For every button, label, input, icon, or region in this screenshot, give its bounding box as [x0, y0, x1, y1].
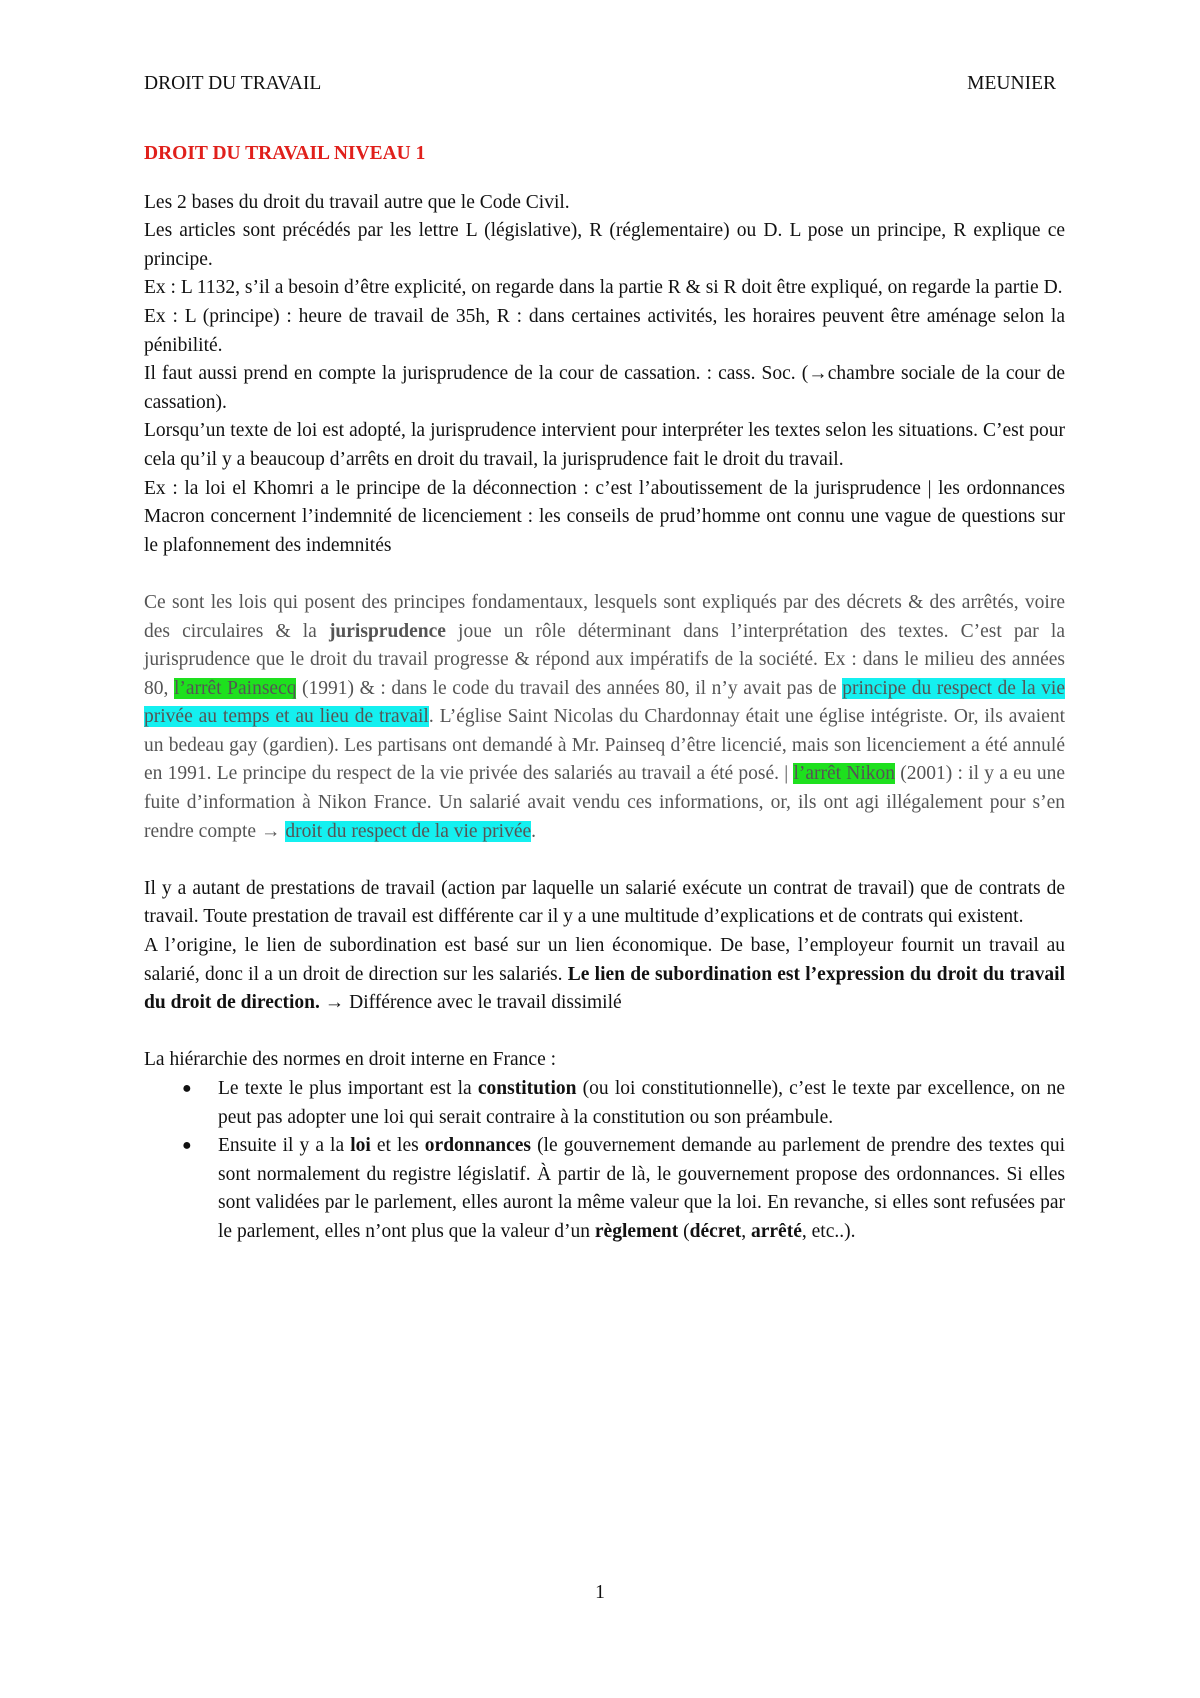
- text-run: . L’église Saint Nicolas du Chardonnay était une église intégriste. Or, ils avaient un bedeau gay (gardien). Les partisans ont demandé à Mr. Painseq d’être licencié, mais son licenciement a été annulé en 1991. Le principe du respect de la vie privée des salariés au travail a été posé. |: [144, 706, 1065, 785]
- bold-term: décret: [689, 1220, 742, 1242]
- text-run: , etc..).: [801, 1220, 856, 1242]
- text-run: A l’origine, le lien de subordination est basé sur un lien économique. De base, l’employeur fournit un travail au salarié, donc il a un droit de direction sur les salariés.: [144, 935, 1065, 985]
- intro-paragraph-2: Les articles sont précédés par les lettre L (législative), R (réglementaire) ou D. L pose un principe, R explique ce principe.: [144, 220, 1065, 270]
- text-run: .: [531, 820, 537, 842]
- intro-paragraph-4: Ex : L (principe) : heure de travail de 35h, R : dans certaines activités, les horaires peuvent être aménage selon la pénibilité.: [144, 305, 1065, 356]
- prestations-paragraph-2: [144, 932, 1065, 1018]
- text-run: (ou loi constitutionnelle), c’est le texte par excellence, on ne peut pas adopter une loi qui serait contraire à la constitution ou son préambule.: [218, 1078, 1065, 1128]
- jurisprudence-paragraph: [144, 589, 1065, 846]
- paragraph-gap: [144, 846, 1065, 875]
- paragraph-gap: [144, 1018, 1065, 1047]
- page-number: 1: [595, 1582, 605, 1603]
- hierarchie-list: [144, 1075, 1065, 1247]
- bold-term: arrêté: [751, 1220, 802, 1242]
- bold-term: loi: [350, 1135, 371, 1157]
- intro-p5-text-b: chambre sociale de la cour de cassation).: [144, 363, 1065, 413]
- bold-term: ordonnances: [424, 1135, 531, 1157]
- highlight-nikon: l’arrêt Nikon: [793, 763, 896, 785]
- arrow-icon: →: [260, 820, 281, 842]
- intro-paragraph-3: Ex : L 1132, s’il a besoin d’être explicité, on regarde dans la partie R & si R doit être expliqué, on regarde la partie D.: [144, 277, 1063, 299]
- arrow-icon: →: [808, 363, 828, 385]
- bold-term: constitution: [477, 1078, 577, 1099]
- text-run: (2001) : il y a eu une fuite d’information à Nikon France. Un salarié avait vendu ces informations, or, ils ont agi illégalement pour s’en rendre compte: [144, 763, 1065, 842]
- text-run: Différence avec le travail dissimilé: [349, 992, 622, 1014]
- text-run: (le gouvernement demande au parlement de prendre des textes qui sont normalement du registre législatif. À partir de là, le gouvernement propose des ordonnances. Si elles sont validées par le parlement, elles auront la même valeur que la loi. En revanche, si elles sont refusées par le parlement, elles n’ont plus que la valeur d’un: [218, 1135, 1065, 1242]
- intro-paragraph-7: Ex : la loi el Khomri a le principe de la déconnection : c’est l’aboutissement de la jurisprudence | les ordonnances Macron concernent l’indemnité de licenciement : les conseils de prud’homme ont connu une vague de questions sur le plafonnement des indemnités: [144, 477, 1065, 556]
- text-run: Le texte le plus important est la: [218, 1078, 478, 1099]
- page-header: [144, 73, 1056, 95]
- intro-paragraph-1: Les 2 bases du droit du travail autre que le Code Civil.: [144, 191, 570, 213]
- bold-statement: Le lien de subordination est l’expression du droit du travail du droit de direction.: [144, 963, 1065, 1014]
- header-right: MEUNIER: [967, 73, 1056, 94]
- bullet-icon: ●: [182, 1137, 192, 1155]
- hierarchie-intro: La hiérarchie des normes en droit interne en France :: [144, 1049, 557, 1071]
- text-run: Ce sont les lois qui posent des principes fondamentaux, lesquels sont expliqués par des décrets & des arrêtés, voire des circulaires & la: [144, 591, 1065, 642]
- arrow-icon: →: [319, 992, 350, 1014]
- text-run: joue un rôle déterminant dans l’interprétation des textes. C’est par la jurisprudence que le droit du travail progresse & répond aux impératifs de la société. Ex : dans le milieu des années 80,: [144, 620, 1066, 699]
- intro-paragraph-6: Lorsqu’un texte de loi est adopté, la jurisprudence intervient pour interpréter les textes selon les situations. C’est pour cela qu’il y a beaucoup d’arrêts en droit du travail, la jurisprudence fait le droit du travail.: [144, 420, 1065, 470]
- text-run: (1991) & : dans le code du travail des années 80, il n’y avait pas de: [296, 677, 843, 699]
- text-run: et les: [370, 1135, 425, 1157]
- list-item: [182, 1075, 1065, 1132]
- paragraph-gap: [144, 560, 1065, 589]
- document-body: [144, 140, 1065, 1247]
- bullet-icon: ●: [182, 1080, 192, 1097]
- highlight-vie-privee: principe du respect de la vie privée au temps et au lieu de travail: [144, 677, 1065, 728]
- prestations-paragraph-1: Il y a autant de prestations de travail (action par laquelle un salarié exécute un contrat de travail) que de contrats de travail. Toute prestation de travail est différente car il y a une multitude d’explications et de contrats qui existent.: [144, 877, 1065, 928]
- header-left: DROIT DU TRAVAIL: [144, 73, 322, 94]
- intro-paragraph-5: [144, 360, 1065, 417]
- text-run: ,: [741, 1220, 751, 1242]
- highlight-droit-respect: droit du respect de la vie privée: [285, 820, 532, 842]
- document-title: DROIT DU TRAVAIL NIVEAU 1: [144, 143, 426, 164]
- list-item: [182, 1132, 1065, 1246]
- bold-term: jurisprudence: [328, 620, 446, 642]
- text-run: Ensuite il y a la: [218, 1135, 351, 1157]
- bold-term: règlement: [594, 1220, 679, 1242]
- text-run: (: [678, 1220, 690, 1242]
- highlight-painsecq: l’arrêt Painsecq: [173, 677, 297, 699]
- intro-p5-text-a: Il faut aussi prend en compte la jurisprudence de la cour de cassation. : cass. Soc. (: [144, 363, 809, 385]
